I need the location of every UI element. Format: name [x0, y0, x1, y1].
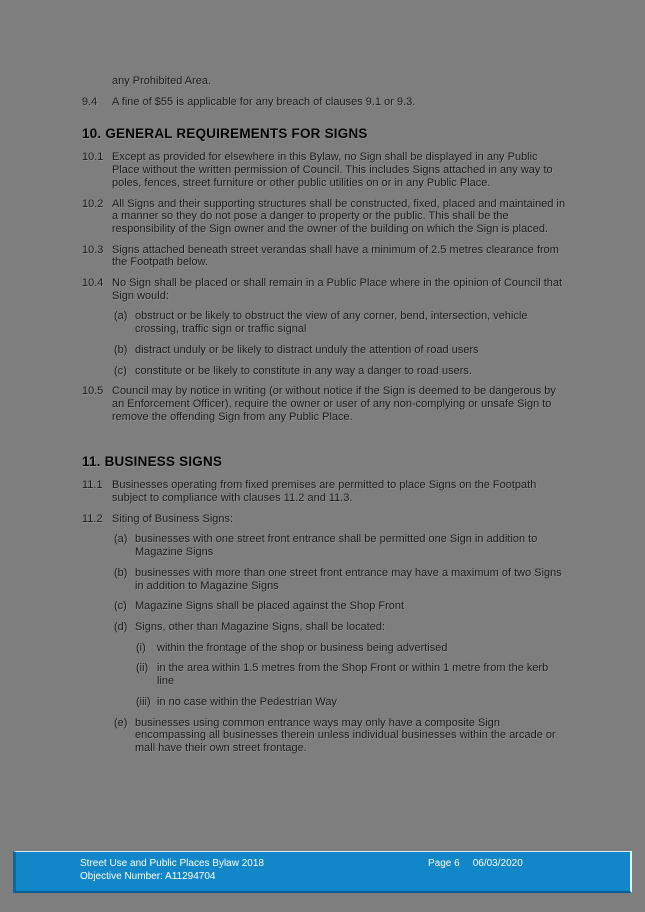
subclause-body [157, 696, 566, 709]
subclause-item [114, 717, 566, 755]
clause-number: 10.5 [82, 385, 104, 398]
clause [82, 385, 566, 423]
clause-number: 11.2 [82, 512, 103, 525]
subclause-label: (iii) [136, 695, 151, 708]
clause-text: any Prohibited Area. [112, 75, 212, 87]
clause [82, 96, 566, 109]
objective-number: Objective Number: A11294704 [80, 870, 216, 882]
subclause-label: (a) [114, 533, 128, 546]
subclause-label: (i) [136, 641, 146, 654]
clause [82, 198, 566, 236]
subclause-text: businesses with more than one street front entrance may have a maximum of two Signs in addition to Magazine Signs [135, 566, 562, 592]
footer-right [428, 858, 523, 871]
subclause-body [135, 567, 566, 592]
subclause-item [136, 642, 566, 655]
subclause-text: in the area within 1.5 metres from the Shop Front or within 1 metre from the kerb line [157, 662, 549, 688]
subclause-label: (ii) [136, 662, 149, 675]
document-content [82, 75, 566, 755]
document-page [82, 75, 566, 763]
subclause-text: Magazine Signs shall be placed against the Shop Front [135, 600, 405, 613]
subclause-body [135, 344, 566, 357]
clause-number: 10.4 [82, 277, 104, 290]
clause-text: Businesses operating from fixed premises are permitted to place Signs on the Footpath subject to compliance with clauses 11.2 and 11.3. [112, 479, 537, 505]
subclause-body [135, 621, 566, 709]
clause-body [112, 479, 566, 504]
clause-text: All Signs and their supporting structures shall be constructed, fixed, placed and maintained in a manner so they do not pose a danger to property or the public. This shall be the responsibility of the Sign owner and the owner of the building on which the Sign is placed. [112, 197, 566, 235]
clause-number: 9.4 [82, 95, 98, 108]
clause-body [112, 198, 566, 236]
subclause-body [135, 600, 566, 613]
subclause-item [114, 600, 566, 613]
subclause-item [136, 662, 566, 687]
subclause-item [114, 365, 566, 378]
subclause-text: distract unduly or be likely to distract unduly the attention of road users [135, 343, 479, 356]
clause-text: Signs attached beneath street verandas shall have a minimum of 2.5 metres clearance from the Footpath below. [112, 243, 559, 269]
clause [82, 151, 566, 189]
subclause-body [135, 310, 566, 335]
subclause-body [157, 662, 566, 687]
subclause-label: (c) [114, 364, 127, 377]
footer-date: 06/03/2020 [472, 858, 523, 869]
section-heading: 10. GENERAL REQUIREMENTS FOR SIGNS [82, 126, 368, 142]
subclause-text: constitute or be likely to constitute in any way a danger to road users. [135, 364, 472, 377]
subclause-body [157, 642, 566, 655]
subclause-item [114, 310, 566, 335]
clause [82, 75, 566, 88]
clause-text: Siting of Business Signs: [112, 512, 234, 525]
subclause-label: (b) [114, 343, 128, 356]
subclause-item [114, 567, 566, 592]
clause-number: 10.2 [82, 197, 104, 210]
subclause-text: in no case within the Pedestrian Way [157, 695, 337, 708]
subclause-label: (a) [114, 310, 128, 323]
subclause-label: (d) [114, 620, 128, 633]
subclause-label: (e) [114, 716, 128, 729]
subclause-text: within the frontage of the shop or business being advertised [157, 641, 448, 654]
clause-text: Council may by notice in writing (or without notice if the Sign is deemed to be dangerous by an Enforcement Officer), require the owner or user of any non-complying or unsafe Sign to remove the offending Sign from any Public Place. [112, 385, 556, 423]
clause-body [112, 96, 566, 109]
clause-body [112, 277, 566, 377]
footer-left [80, 858, 264, 883]
clause-number: 10.3 [82, 243, 104, 256]
clause-body [112, 513, 566, 755]
clause-body [112, 151, 566, 189]
clause-body [112, 75, 566, 88]
clause-body [112, 244, 566, 269]
clause-number: 10.1 [82, 151, 104, 164]
subclause-item [114, 344, 566, 357]
subclause-body [135, 533, 566, 558]
subclause-label: (c) [114, 600, 127, 613]
section-heading: 11. BUSINESS SIGNS [82, 454, 223, 470]
clause-text: Except as provided for elsewhere in this Bylaw, no Sign shall be displayed in any Public Place without the written permission of Council. This includes Signs attached in any way to poles, fences, street furniture or other public utilities on or in any Public Place. [112, 151, 553, 189]
subclause-body [135, 365, 566, 378]
clause-body [112, 385, 566, 423]
subclause-item [114, 621, 566, 709]
clause-text: A fine of $55 is applicable for any breach of clauses 9.1 or 9.3. [112, 95, 416, 108]
subclause-text: obstruct or be likely to obstruct the view of any corner, bend, intersection, vehicle crossing, traffic sign or traffic signal [135, 310, 528, 336]
clause [82, 513, 566, 755]
footer-bar [13, 851, 632, 893]
subclause-body [135, 717, 566, 755]
clause [82, 244, 566, 269]
subclause-item [114, 533, 566, 558]
document-title: Street Use and Public Places Bylaw 2018 [80, 858, 264, 869]
clause [82, 479, 566, 504]
clause [82, 277, 566, 377]
clause-text: No Sign shall be placed or shall remain in a Public Place where in the opinion of Council that Sign would: [112, 277, 563, 302]
subclause-text: businesses with one street front entrance shall be permitted one Sign in addition to Magazine Signs [135, 533, 538, 559]
subclause-item [136, 696, 566, 709]
clause-number: 11.1 [82, 479, 103, 492]
subclause-label: (b) [114, 566, 128, 579]
subclause-text: Signs, other than Magazine Signs, shall be located: [135, 620, 386, 633]
subclause-text: businesses using common entrance ways may only have a composite Sign encompassing all businesses therein unless individual businesses within the arcade or mall have their own street frontage. [135, 716, 556, 754]
page-number: Page 6 [428, 858, 460, 869]
clause-number [82, 75, 112, 88]
